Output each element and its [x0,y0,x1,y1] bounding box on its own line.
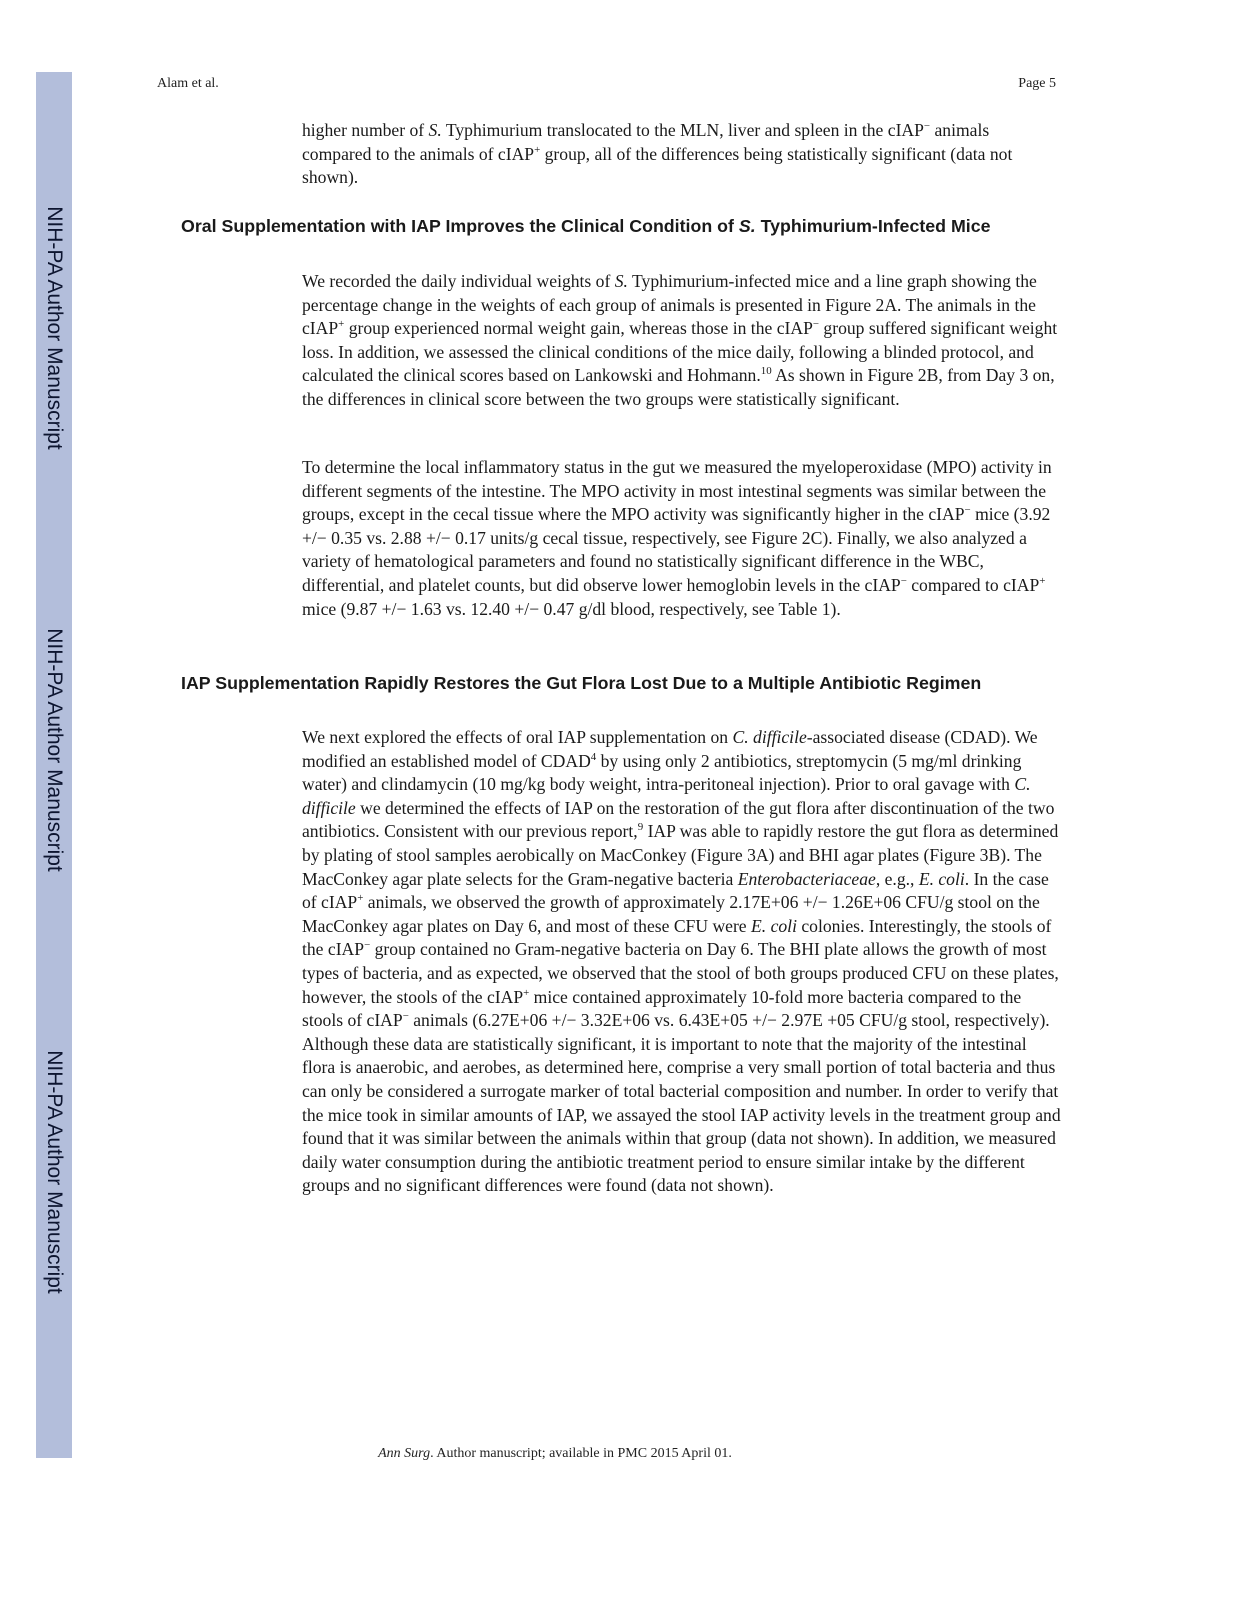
running-header-authors: Alam et al. [157,76,219,91]
section-heading-oral-supplementation: Oral Supplementation with IAP Improves the Clinical Condition of S. Typhimurium-Infected Mice [181,216,991,236]
paragraph-weights-clinical-score: We recorded the daily individual weights of S. Typhimurium-infected mice and a line graph showing the percentage change in the weights of each group of animals is presented in Figure 2A. The animals in the cIAP+ group experienced normal weight gain, whereas those in the cIAP− group suffered significant weight loss. In addition, we assessed the clinical conditions of the mice daily, following a blinded protocol, and calculated the clinical scores based on Lankowski and Hohmann.$^{10}$ As shown in Figure 2B, from Day 3 on, the differences in clinical score between the two groups were statistically significant. [302,271,1058,409]
paragraph-continued: higher number of S. Typhimurium translocated to the MLN, liver and spleen in the cIAP− animals compared to the animals of cIAP+ group, all of the differences being statistically significant (data not shown). [302,120,1013,188]
sidebar-label: NIH-PA Author Manuscript [43,1050,66,1294]
sidebar-label: NIH-PA Author Manuscript [43,206,66,450]
page-footer: Ann Surg. Author manuscript; available in PMC 2015 April 01. [378,1446,732,1461]
paragraph-mpo-hematology: To determine the local inflammatory status in the gut we measured the myeloperoxidase (MPO) activity in different segments of the intestine. The MPO activity in most intestinal segments was similar between the groups, except in the cecal tissue where the MPO activity was significantly higher in the cIAP− mice (3.92 +/− 0.35 vs. 2.88 +/− 0.17 units/g cecal tissue, respectively, see Figure 2C). Finally, we also analyzed a variety of hematological parameters and found no statistically significant difference in the WBC, differential, and platelet counts, but did observe lower hemoglobin levels in the cIAP− compared to cIAP+ mice (9.87 +/− 1.63 vs. 12.40 +/− 0.47 g/dl blood, respectively, see Table 1). [302,457,1052,619]
sidebar-label: NIH-PA Author Manuscript [43,628,66,872]
page-number: Page 5 [1018,76,1056,91]
section-heading-gut-flora: IAP Supplementation Rapidly Restores the Gut Flora Lost Due to a Multiple Antibiotic Regimen [181,673,982,693]
nih-pa-sidebar [36,72,72,1458]
paragraph-gut-flora-restoration: We next explored the effects of oral IAP supplementation on C. difficile-associated disease (CDAD). We modified an established model of CDAD$^4$ by using only 2 antibiotics, streptomycin (5 mg/ml drinking water) and clindamycin (10 mg/kg body weight, intra-peritoneal injection). Prior to oral gavage with C. difficile we determined the effects of IAP on the restoration of the gut flora after discontinuation of the two antibiotics. Consistent with our previous report,$^9$ IAP was able to rapidly restore the gut flora as determined by plating of stool samples aerobically on MacConkey (Figure 3A) and BHI agar plates (Figure 3B). The MacConkey agar plate selects for the Gram-negative bacteria Enterobacteriaceae, e.g., E. coli. In the case of cIAP+ animals, we observed the growth of approximately 2.17E+06 +/− 1.26E+06 CFU/g stool on the MacConkey agar plates on Day 6, and most of these CFU were E. coli colonies. Interestingly, the stools of the cIAP− group contained no Gram-negative bacteria on Day 6. The BHI plate allows the growth of most types of bacteria, and as expected, we observed that the stool of both groups produced CFU on these plates, however, the stools of the cIAP+ mice contained approximately 10-fold more bacteria compared to the stools of cIAP− animals (6.27E+06 +/− 3.32E+06 vs. 6.43E+05 +/− 2.97E +05 CFU/g stool, respectively). Although these data are statistically significant, it is important to note that the majority of the intestinal flora is anaerobic, and aerobes, as determined here, comprise a very small portion of total bacteria and thus can only be considered a surrogate marker of total bacterial composition and number. In order to verify that the mice took in similar amounts of IAP, we assayed the stool IAP activity levels in the treatment group and found that it was similar between the animals within that group (data not shown). In addition, we measured daily water consumption during the antibiotic treatment period to ensure similar intake by the different groups and no significant differences were found (data not shown). [302,727,1061,1196]
